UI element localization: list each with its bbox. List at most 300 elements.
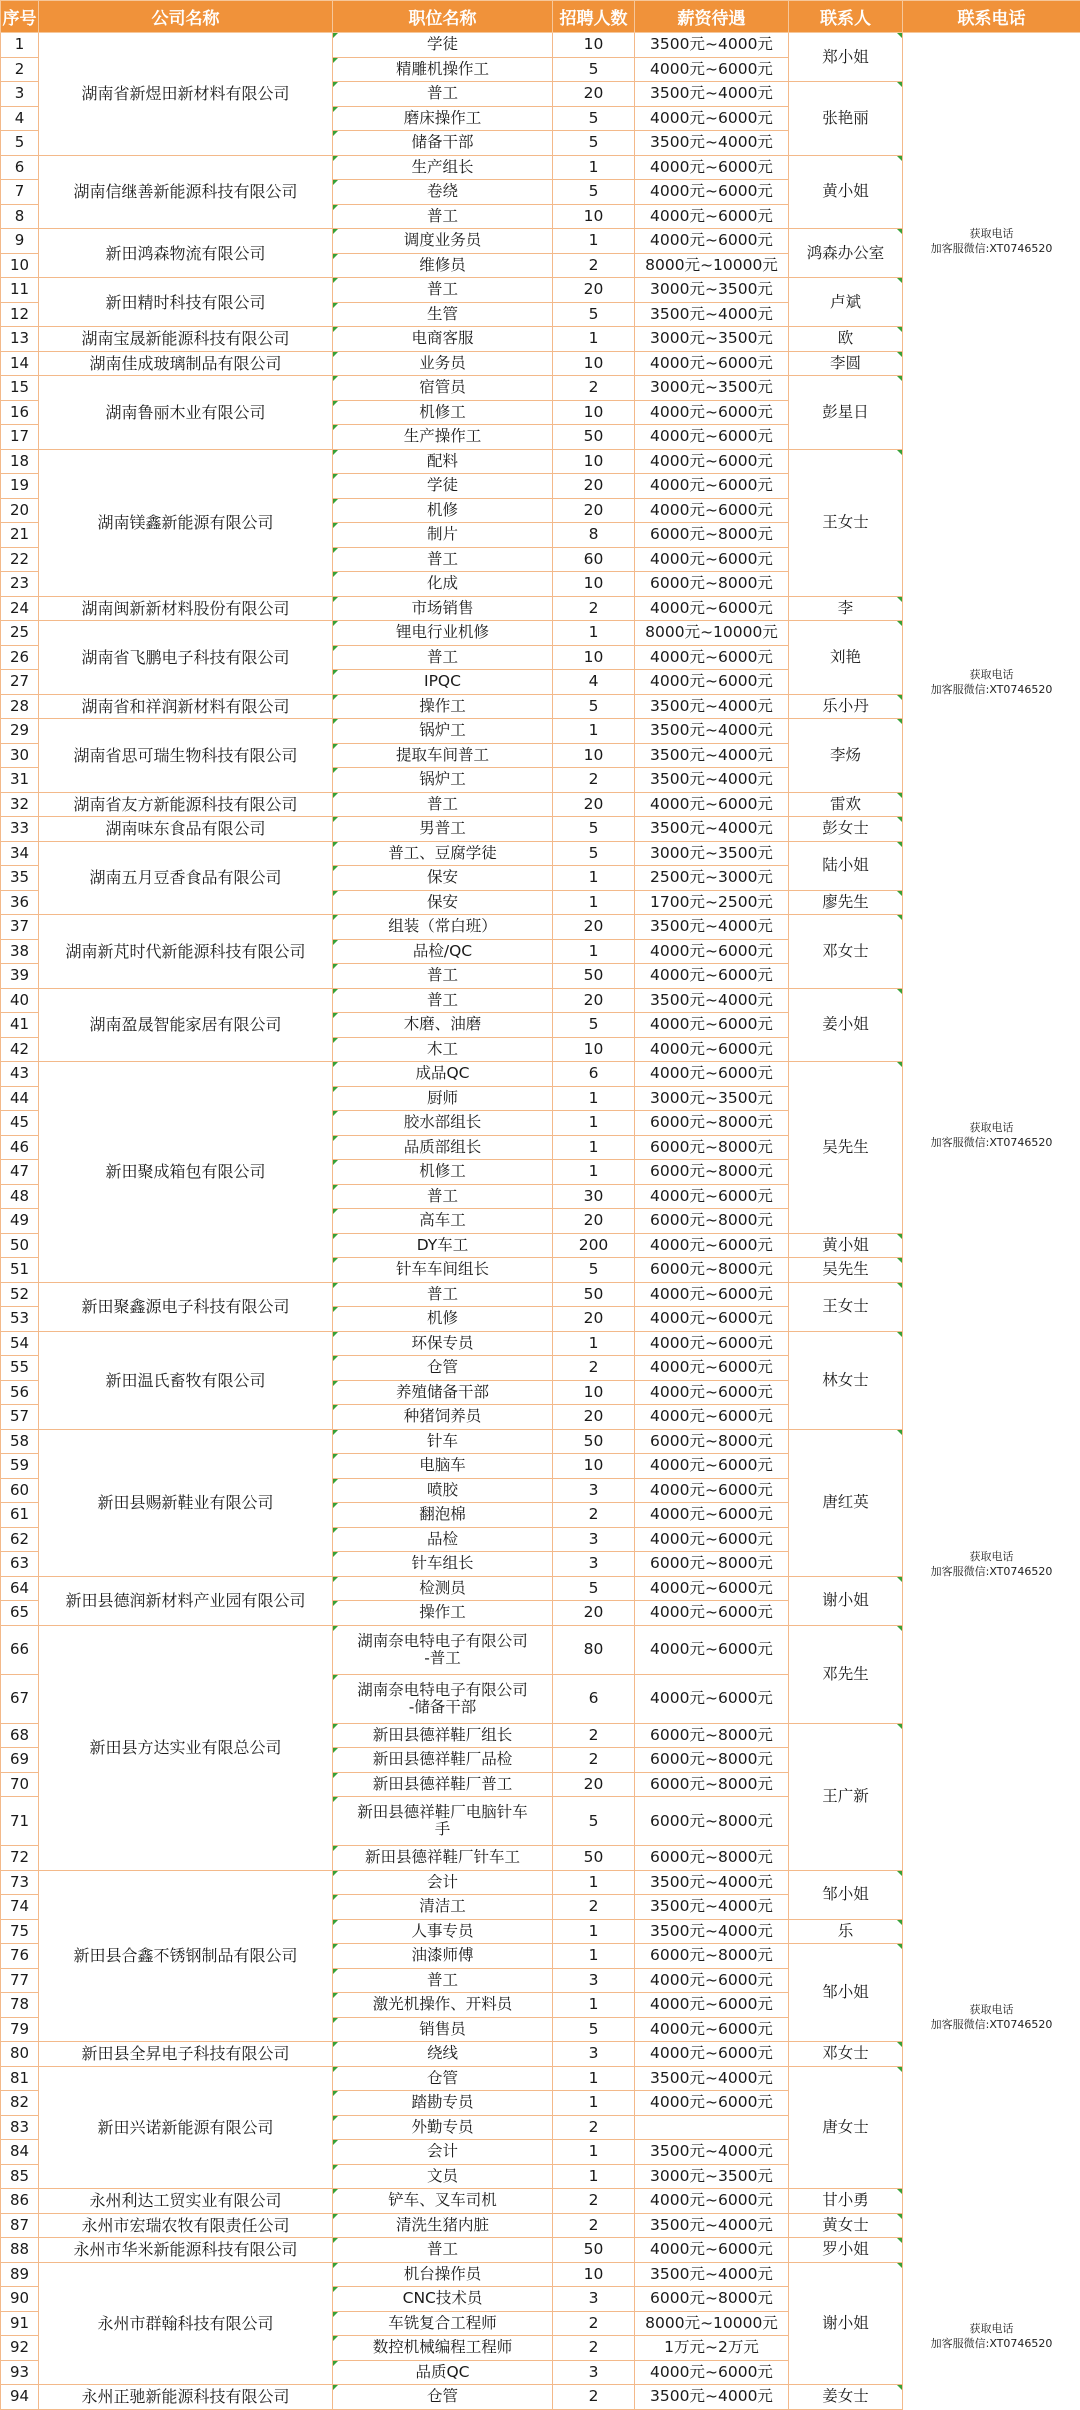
position-cell: 品质部组长 bbox=[333, 1135, 553, 1160]
salary-cell: 3500元~4000元 bbox=[635, 2066, 789, 2091]
position-cell: 车铣复合工程师 bbox=[333, 2311, 553, 2336]
salary-cell: 8000元~10000元 bbox=[635, 2311, 789, 2336]
row-seq-cell: 38 bbox=[1, 939, 39, 964]
position-cell: 新田县德祥鞋厂组长 bbox=[333, 1723, 553, 1748]
position-cell: 清洗生猪内脏 bbox=[333, 2213, 553, 2238]
salary-cell: 4000元~6000元 bbox=[635, 2042, 789, 2067]
salary-cell: 6000元~8000元 bbox=[635, 1723, 789, 1748]
headcount-cell: 50 bbox=[553, 1429, 635, 1454]
salary-cell: 4000元~6000元 bbox=[635, 1380, 789, 1405]
position-cell: 针车组长 bbox=[333, 1552, 553, 1577]
salary-cell: 3500元~4000元 bbox=[635, 1919, 789, 1944]
salary-cell: 3000元~3500元 bbox=[635, 278, 789, 303]
position-cell: 锅炉工 bbox=[333, 719, 553, 744]
position-cell: 机修工 bbox=[333, 1160, 553, 1185]
row-seq-cell: 29 bbox=[1, 719, 39, 744]
phone-cell: 获取电话 加客服微信:XT0746520 bbox=[903, 1772, 1080, 2262]
row-seq-cell: 75 bbox=[1, 1919, 39, 1944]
row-seq-cell: 77 bbox=[1, 1968, 39, 1993]
position-cell: 普工 bbox=[333, 964, 553, 989]
row-seq-cell: 50 bbox=[1, 1233, 39, 1258]
salary-cell: 4000元~6000元 bbox=[635, 792, 789, 817]
row-seq-cell: 25 bbox=[1, 621, 39, 646]
position-cell: 清洁工 bbox=[333, 1895, 553, 1920]
position-cell: 化成 bbox=[333, 572, 553, 597]
position-cell: 仓管 bbox=[333, 1356, 553, 1381]
headcount-cell: 2 bbox=[553, 1748, 635, 1773]
row-seq-cell: 8 bbox=[1, 204, 39, 229]
salary-cell: 4000元~6000元 bbox=[635, 547, 789, 572]
position-cell: 湖南奈电特电子有限公司 -储备干部 bbox=[333, 1674, 553, 1723]
row-seq-cell: 52 bbox=[1, 1282, 39, 1307]
company-name-cell: 永州利达工贸实业有限公司 bbox=[39, 2189, 333, 2214]
phone-cell: 获取电话 加客服微信:XT0746520 bbox=[903, 449, 1080, 915]
position-cell: 会计 bbox=[333, 2140, 553, 2165]
company-name-cell: 湖南宝晟新能源科技有限公司 bbox=[39, 327, 333, 352]
contact-cell: 吴先生 bbox=[789, 1258, 903, 1283]
headcount-cell: 30 bbox=[553, 1184, 635, 1209]
salary-cell: 6000元~8000元 bbox=[635, 1797, 789, 1846]
row-seq-cell: 48 bbox=[1, 1184, 39, 1209]
salary-cell: 8000元~10000元 bbox=[635, 253, 789, 278]
headcount-cell: 5 bbox=[553, 1797, 635, 1846]
company-name-cell: 新田聚鑫源电子科技有限公司 bbox=[39, 1282, 333, 1331]
position-cell: 普工 bbox=[333, 1968, 553, 1993]
phone-cell: 获取电话 加客服微信:XT0746520 bbox=[903, 33, 1080, 450]
row-seq-cell: 20 bbox=[1, 498, 39, 523]
header-phone: 联系电话 bbox=[903, 1, 1080, 33]
salary-cell: 4000元~6000元 bbox=[635, 229, 789, 254]
row-seq-cell: 16 bbox=[1, 400, 39, 425]
salary-cell: 4000元~6000元 bbox=[635, 425, 789, 450]
position-cell: 组装（常白班） bbox=[333, 915, 553, 940]
headcount-cell: 1 bbox=[553, 1160, 635, 1185]
position-cell: 生产操作工 bbox=[333, 425, 553, 450]
salary-cell: 4000元~6000元 bbox=[635, 1331, 789, 1356]
salary-cell: 6000元~8000元 bbox=[635, 572, 789, 597]
position-cell: 普工 bbox=[333, 1282, 553, 1307]
salary-cell: 6000元~8000元 bbox=[635, 523, 789, 548]
salary-cell: 3500元~4000元 bbox=[635, 33, 789, 58]
salary-cell: 4000元~6000元 bbox=[635, 2238, 789, 2263]
row-seq-cell: 12 bbox=[1, 302, 39, 327]
headcount-cell: 50 bbox=[553, 1282, 635, 1307]
headcount-cell: 20 bbox=[553, 1405, 635, 1430]
salary-cell: 4000元~6000元 bbox=[635, 2189, 789, 2214]
contact-cell: 乐 bbox=[789, 1919, 903, 1944]
salary-cell: 3000元~3500元 bbox=[635, 327, 789, 352]
company-name-cell: 湖南镁鑫新能源有限公司 bbox=[39, 449, 333, 596]
contact-cell: 邹小姐 bbox=[789, 1944, 903, 2042]
row-seq-cell: 49 bbox=[1, 1209, 39, 1234]
headcount-cell: 1 bbox=[553, 866, 635, 891]
salary-cell: 4000元~6000元 bbox=[635, 1454, 789, 1479]
contact-cell: 郑小姐 bbox=[789, 33, 903, 82]
headcount-cell: 1 bbox=[553, 155, 635, 180]
headcount-cell: 20 bbox=[553, 1772, 635, 1797]
row-seq-cell: 73 bbox=[1, 1870, 39, 1895]
headcount-cell: 20 bbox=[553, 498, 635, 523]
salary-cell: 1700元~2500元 bbox=[635, 890, 789, 915]
headcount-cell: 20 bbox=[553, 1209, 635, 1234]
row-seq-cell: 36 bbox=[1, 890, 39, 915]
salary-cell: 4000元~6000元 bbox=[635, 498, 789, 523]
contact-cell: 林女士 bbox=[789, 1331, 903, 1429]
headcount-cell: 1 bbox=[553, 1086, 635, 1111]
position-cell: 宿管员 bbox=[333, 376, 553, 401]
position-cell: 数控机械编程工程师 bbox=[333, 2336, 553, 2361]
salary-cell: 4000元~6000元 bbox=[635, 1405, 789, 1430]
row-seq-cell: 2 bbox=[1, 57, 39, 82]
company-name-cell: 湖南佳成玻璃制品有限公司 bbox=[39, 351, 333, 376]
position-cell: 外勤专员 bbox=[333, 2115, 553, 2140]
salary-cell: 4000元~6000元 bbox=[635, 670, 789, 695]
row-seq-cell: 33 bbox=[1, 817, 39, 842]
contact-cell: 唐红英 bbox=[789, 1429, 903, 1576]
company-name-cell: 湖南省和祥润新材料有限公司 bbox=[39, 694, 333, 719]
headcount-cell: 2 bbox=[553, 2311, 635, 2336]
headcount-cell: 1 bbox=[553, 719, 635, 744]
headcount-cell: 20 bbox=[553, 278, 635, 303]
row-seq-cell: 32 bbox=[1, 792, 39, 817]
headcount-cell: 50 bbox=[553, 1846, 635, 1871]
salary-cell: 6000元~8000元 bbox=[635, 1111, 789, 1136]
headcount-cell: 5 bbox=[553, 1013, 635, 1038]
row-seq-cell: 10 bbox=[1, 253, 39, 278]
headcount-cell: 1 bbox=[553, 229, 635, 254]
headcount-cell: 10 bbox=[553, 1037, 635, 1062]
row-seq-cell: 17 bbox=[1, 425, 39, 450]
contact-cell: 李炀 bbox=[789, 719, 903, 793]
header-contact: 联系人 bbox=[789, 1, 903, 33]
salary-cell: 3500元~4000元 bbox=[635, 1870, 789, 1895]
position-cell: 机修 bbox=[333, 498, 553, 523]
position-cell: 机修工 bbox=[333, 400, 553, 425]
position-cell: 人事专员 bbox=[333, 1919, 553, 1944]
position-cell: 磨床操作工 bbox=[333, 106, 553, 131]
position-cell: IPQC bbox=[333, 670, 553, 695]
company-name-cell: 新田聚成箱包有限公司 bbox=[39, 1062, 333, 1283]
company-name-cell: 湖南省思可瑞生物科技有限公司 bbox=[39, 719, 333, 793]
position-cell: 销售员 bbox=[333, 2017, 553, 2042]
salary-cell: 3000元~3500元 bbox=[635, 841, 789, 866]
row-seq-cell: 31 bbox=[1, 768, 39, 793]
headcount-cell: 3 bbox=[553, 2287, 635, 2312]
row-seq-cell: 67 bbox=[1, 1674, 39, 1723]
contact-cell: 李 bbox=[789, 596, 903, 621]
contact-cell: 罗小姐 bbox=[789, 2238, 903, 2263]
headcount-cell: 2 bbox=[553, 2213, 635, 2238]
contact-cell: 黄女士 bbox=[789, 2213, 903, 2238]
company-name-cell: 湖南鲁丽木业有限公司 bbox=[39, 376, 333, 450]
headcount-cell: 1 bbox=[553, 1993, 635, 2018]
salary-cell: 6000元~8000元 bbox=[635, 1944, 789, 1969]
salary-cell: 4000元~6000元 bbox=[635, 106, 789, 131]
salary-cell: 4000元~6000元 bbox=[635, 1993, 789, 2018]
position-cell: 普工 bbox=[333, 82, 553, 107]
phone-cell: 获取电话 加客服微信:XT0746520 bbox=[903, 1356, 1080, 1773]
company-name-cell: 永州市群翰科技有限公司 bbox=[39, 2262, 333, 2385]
headcount-cell: 3 bbox=[553, 2360, 635, 2385]
headcount-cell: 3 bbox=[553, 1968, 635, 1993]
row-seq-cell: 58 bbox=[1, 1429, 39, 1454]
salary-cell: 3500元~4000元 bbox=[635, 719, 789, 744]
headcount-cell: 5 bbox=[553, 694, 635, 719]
position-cell: 普工 bbox=[333, 645, 553, 670]
headcount-cell: 20 bbox=[553, 1307, 635, 1332]
salary-cell: 3500元~4000元 bbox=[635, 743, 789, 768]
company-name-cell: 湖南五月豆香食品有限公司 bbox=[39, 841, 333, 915]
company-name-cell: 新田县赐新鞋业有限公司 bbox=[39, 1429, 333, 1576]
row-seq-cell: 89 bbox=[1, 2262, 39, 2287]
salary-cell: 4000元~6000元 bbox=[635, 180, 789, 205]
row-seq-cell: 78 bbox=[1, 1993, 39, 2018]
row-seq-cell: 88 bbox=[1, 2238, 39, 2263]
row-seq-cell: 13 bbox=[1, 327, 39, 352]
headcount-cell: 20 bbox=[553, 1601, 635, 1626]
salary-cell: 4000元~6000元 bbox=[635, 2360, 789, 2385]
headcount-cell: 2 bbox=[553, 253, 635, 278]
row-seq-cell: 65 bbox=[1, 1601, 39, 1626]
company-name-cell: 湖南新芃时代新能源科技有限公司 bbox=[39, 915, 333, 989]
headcount-cell: 1 bbox=[553, 1919, 635, 1944]
salary-cell: 4000元~6000元 bbox=[635, 57, 789, 82]
salary-cell: 4000元~6000元 bbox=[635, 1674, 789, 1723]
row-seq-cell: 92 bbox=[1, 2336, 39, 2361]
row-seq-cell: 30 bbox=[1, 743, 39, 768]
salary-cell: 4000元~6000元 bbox=[635, 2091, 789, 2116]
salary-cell: 3500元~4000元 bbox=[635, 2262, 789, 2287]
row-seq-cell: 61 bbox=[1, 1503, 39, 1528]
salary-cell: 4000元~6000元 bbox=[635, 1184, 789, 1209]
position-cell: DY车工 bbox=[333, 1233, 553, 1258]
salary-cell: 4000元~6000元 bbox=[635, 2017, 789, 2042]
row-seq-cell: 46 bbox=[1, 1135, 39, 1160]
position-cell: 维修员 bbox=[333, 253, 553, 278]
row-seq-cell: 14 bbox=[1, 351, 39, 376]
salary-cell: 4000元~6000元 bbox=[635, 1013, 789, 1038]
row-seq-cell: 27 bbox=[1, 670, 39, 695]
row-seq-cell: 9 bbox=[1, 229, 39, 254]
contact-cell: 彭女士 bbox=[789, 817, 903, 842]
header-row bbox=[1, 1, 1080, 33]
company-name-cell: 新田鸿森物流有限公司 bbox=[39, 229, 333, 278]
position-cell: 操作工 bbox=[333, 1601, 553, 1626]
company-name-cell: 湖南盈晟智能家居有限公司 bbox=[39, 988, 333, 1062]
salary-cell: 6000元~8000元 bbox=[635, 1135, 789, 1160]
row-seq-cell: 70 bbox=[1, 1772, 39, 1797]
row-seq-cell: 19 bbox=[1, 474, 39, 499]
contact-cell: 彭星日 bbox=[789, 376, 903, 450]
row-seq-cell: 84 bbox=[1, 2140, 39, 2165]
position-cell: 高车工 bbox=[333, 1209, 553, 1234]
row-seq-cell: 91 bbox=[1, 2311, 39, 2336]
contact-cell: 姜小姐 bbox=[789, 988, 903, 1062]
contact-cell: 邹小姐 bbox=[789, 1870, 903, 1919]
position-cell: 普工、豆腐学徒 bbox=[333, 841, 553, 866]
position-cell: 保安 bbox=[333, 890, 553, 915]
salary-cell: 6000元~8000元 bbox=[635, 1748, 789, 1773]
headcount-cell: 2 bbox=[553, 2189, 635, 2214]
position-cell: 机台操作员 bbox=[333, 2262, 553, 2287]
salary-cell: 3500元~4000元 bbox=[635, 82, 789, 107]
headcount-cell: 10 bbox=[553, 2262, 635, 2287]
contact-cell: 雷欢 bbox=[789, 792, 903, 817]
header-headcount: 招聘人数 bbox=[553, 1, 635, 33]
salary-cell: 4000元~6000元 bbox=[635, 1968, 789, 1993]
position-cell: 绕线 bbox=[333, 2042, 553, 2067]
headcount-cell: 1 bbox=[553, 1944, 635, 1969]
row-seq-cell: 80 bbox=[1, 2042, 39, 2067]
row-seq-cell: 39 bbox=[1, 964, 39, 989]
position-cell: 木磨、油磨 bbox=[333, 1013, 553, 1038]
header-salary: 薪资待遇 bbox=[635, 1, 789, 33]
company-name-cell: 湖南省新煜田新材料有限公司 bbox=[39, 33, 333, 156]
row-seq-cell: 68 bbox=[1, 1723, 39, 1748]
position-cell: 仓管 bbox=[333, 2385, 553, 2410]
salary-cell: 4000元~6000元 bbox=[635, 1576, 789, 1601]
salary-cell: 3500元~4000元 bbox=[635, 988, 789, 1013]
row-seq-cell: 53 bbox=[1, 1307, 39, 1332]
row-seq-cell: 81 bbox=[1, 2066, 39, 2091]
company-name-cell: 湖南信继善新能源科技有限公司 bbox=[39, 155, 333, 229]
headcount-cell: 10 bbox=[553, 400, 635, 425]
headcount-cell: 200 bbox=[553, 1233, 635, 1258]
company-name-cell: 湖南味东食品有限公司 bbox=[39, 817, 333, 842]
company-name-cell: 湖南闽新新材料股份有限公司 bbox=[39, 596, 333, 621]
position-cell: 锅炉工 bbox=[333, 768, 553, 793]
position-cell: 检测员 bbox=[333, 1576, 553, 1601]
headcount-cell: 1 bbox=[553, 939, 635, 964]
headcount-cell: 4 bbox=[553, 670, 635, 695]
company-name-cell: 新田县德润新材料产业园有限公司 bbox=[39, 1576, 333, 1625]
headcount-cell: 2 bbox=[553, 1723, 635, 1748]
salary-cell: 6000元~8000元 bbox=[635, 1160, 789, 1185]
position-cell: 胶水部组长 bbox=[333, 1111, 553, 1136]
row-seq-cell: 47 bbox=[1, 1160, 39, 1185]
headcount-cell: 3 bbox=[553, 1478, 635, 1503]
headcount-cell: 2 bbox=[553, 1356, 635, 1381]
row-seq-cell: 43 bbox=[1, 1062, 39, 1087]
headcount-cell: 1 bbox=[553, 2066, 635, 2091]
headcount-cell: 10 bbox=[553, 572, 635, 597]
headcount-cell: 5 bbox=[553, 2017, 635, 2042]
headcount-cell: 10 bbox=[553, 1454, 635, 1479]
phone-cell: 获取电话 加客服微信:XT0746520 bbox=[903, 2262, 1080, 2409]
row-seq-cell: 76 bbox=[1, 1944, 39, 1969]
company-name-cell: 新田县合鑫不锈钢制品有限公司 bbox=[39, 1870, 333, 2042]
company-name-cell: 新田温氏畜牧有限公司 bbox=[39, 1331, 333, 1429]
salary-cell: 4000元~6000元 bbox=[635, 1233, 789, 1258]
headcount-cell: 1 bbox=[553, 327, 635, 352]
position-cell: 普工 bbox=[333, 204, 553, 229]
salary-cell: 3500元~4000元 bbox=[635, 302, 789, 327]
company-name-cell: 永州正驰新能源科技有限公司 bbox=[39, 2385, 333, 2410]
row-seq-cell: 54 bbox=[1, 1331, 39, 1356]
position-cell: 储备干部 bbox=[333, 131, 553, 156]
contact-cell: 黄小姐 bbox=[789, 1233, 903, 1258]
table-row bbox=[1, 2262, 1080, 2287]
position-cell: 会计 bbox=[333, 1870, 553, 1895]
headcount-cell: 2 bbox=[553, 2336, 635, 2361]
contact-cell: 王广新 bbox=[789, 1723, 903, 1870]
row-seq-cell: 45 bbox=[1, 1111, 39, 1136]
salary-cell: 4000元~6000元 bbox=[635, 939, 789, 964]
headcount-cell: 5 bbox=[553, 131, 635, 156]
salary-cell: 4000元~6000元 bbox=[635, 204, 789, 229]
row-seq-cell: 42 bbox=[1, 1037, 39, 1062]
headcount-cell: 3 bbox=[553, 1552, 635, 1577]
contact-cell: 邓女士 bbox=[789, 2042, 903, 2067]
position-cell: 新田县德祥鞋厂电脑针车 手 bbox=[333, 1797, 553, 1846]
position-cell: 湖南奈电特电子有限公司 -普工 bbox=[333, 1625, 553, 1674]
contact-cell: 吴先生 bbox=[789, 1062, 903, 1234]
salary-cell: 4000元~6000元 bbox=[635, 474, 789, 499]
headcount-cell: 5 bbox=[553, 57, 635, 82]
position-cell: 市场销售 bbox=[333, 596, 553, 621]
headcount-cell: 2 bbox=[553, 2385, 635, 2410]
company-name-cell: 新田县全昇电子科技有限公司 bbox=[39, 2042, 333, 2067]
company-name-cell: 新田县方达实业有限总公司 bbox=[39, 1625, 333, 1870]
row-seq-cell: 1 bbox=[1, 33, 39, 58]
headcount-cell: 5 bbox=[553, 180, 635, 205]
row-seq-cell: 56 bbox=[1, 1380, 39, 1405]
row-seq-cell: 69 bbox=[1, 1748, 39, 1773]
row-seq-cell: 26 bbox=[1, 645, 39, 670]
salary-cell: 6000元~8000元 bbox=[635, 1552, 789, 1577]
headcount-cell: 50 bbox=[553, 2238, 635, 2263]
salary-cell: 4000元~6000元 bbox=[635, 1478, 789, 1503]
position-cell: 激光机操作、开料员 bbox=[333, 1993, 553, 2018]
salary-cell: 3500元~4000元 bbox=[635, 2385, 789, 2410]
phone-cell: 获取电话 加客服微信:XT0746520 bbox=[903, 915, 1080, 1356]
position-cell: 普工 bbox=[333, 547, 553, 572]
contact-cell: 姜女士 bbox=[789, 2385, 903, 2410]
position-cell: 新田县德祥鞋厂品检 bbox=[333, 1748, 553, 1773]
salary-cell: 8000元~10000元 bbox=[635, 621, 789, 646]
salary-cell: 3500元~4000元 bbox=[635, 2140, 789, 2165]
position-cell: 保安 bbox=[333, 866, 553, 891]
salary-cell: 3500元~4000元 bbox=[635, 817, 789, 842]
position-cell: 学徒 bbox=[333, 474, 553, 499]
row-seq-cell: 44 bbox=[1, 1086, 39, 1111]
row-seq-cell: 86 bbox=[1, 2189, 39, 2214]
position-cell: 仓管 bbox=[333, 2066, 553, 2091]
salary-cell: 3000元~3500元 bbox=[635, 376, 789, 401]
salary-cell: 4000元~6000元 bbox=[635, 1601, 789, 1626]
salary-cell: 6000元~8000元 bbox=[635, 1772, 789, 1797]
position-cell: 养殖储备干部 bbox=[333, 1380, 553, 1405]
salary-cell: 4000元~6000元 bbox=[635, 1282, 789, 1307]
position-cell: 普工 bbox=[333, 792, 553, 817]
position-cell: 学徒 bbox=[333, 33, 553, 58]
salary-cell: 3500元~4000元 bbox=[635, 131, 789, 156]
headcount-cell: 1 bbox=[553, 890, 635, 915]
position-cell: 操作工 bbox=[333, 694, 553, 719]
contact-cell: 张艳丽 bbox=[789, 82, 903, 156]
contact-cell: 唐女士 bbox=[789, 2066, 903, 2189]
position-cell: 调度业务员 bbox=[333, 229, 553, 254]
salary-cell: 3000元~3500元 bbox=[635, 1086, 789, 1111]
position-cell: 踏勘专员 bbox=[333, 2091, 553, 2116]
position-cell: 生管 bbox=[333, 302, 553, 327]
position-cell: 品检/QC bbox=[333, 939, 553, 964]
position-cell: 铲车、叉车司机 bbox=[333, 2189, 553, 2214]
position-cell: 木工 bbox=[333, 1037, 553, 1062]
headcount-cell: 2 bbox=[553, 1503, 635, 1528]
salary-cell: 4000元~6000元 bbox=[635, 1503, 789, 1528]
headcount-cell: 20 bbox=[553, 82, 635, 107]
